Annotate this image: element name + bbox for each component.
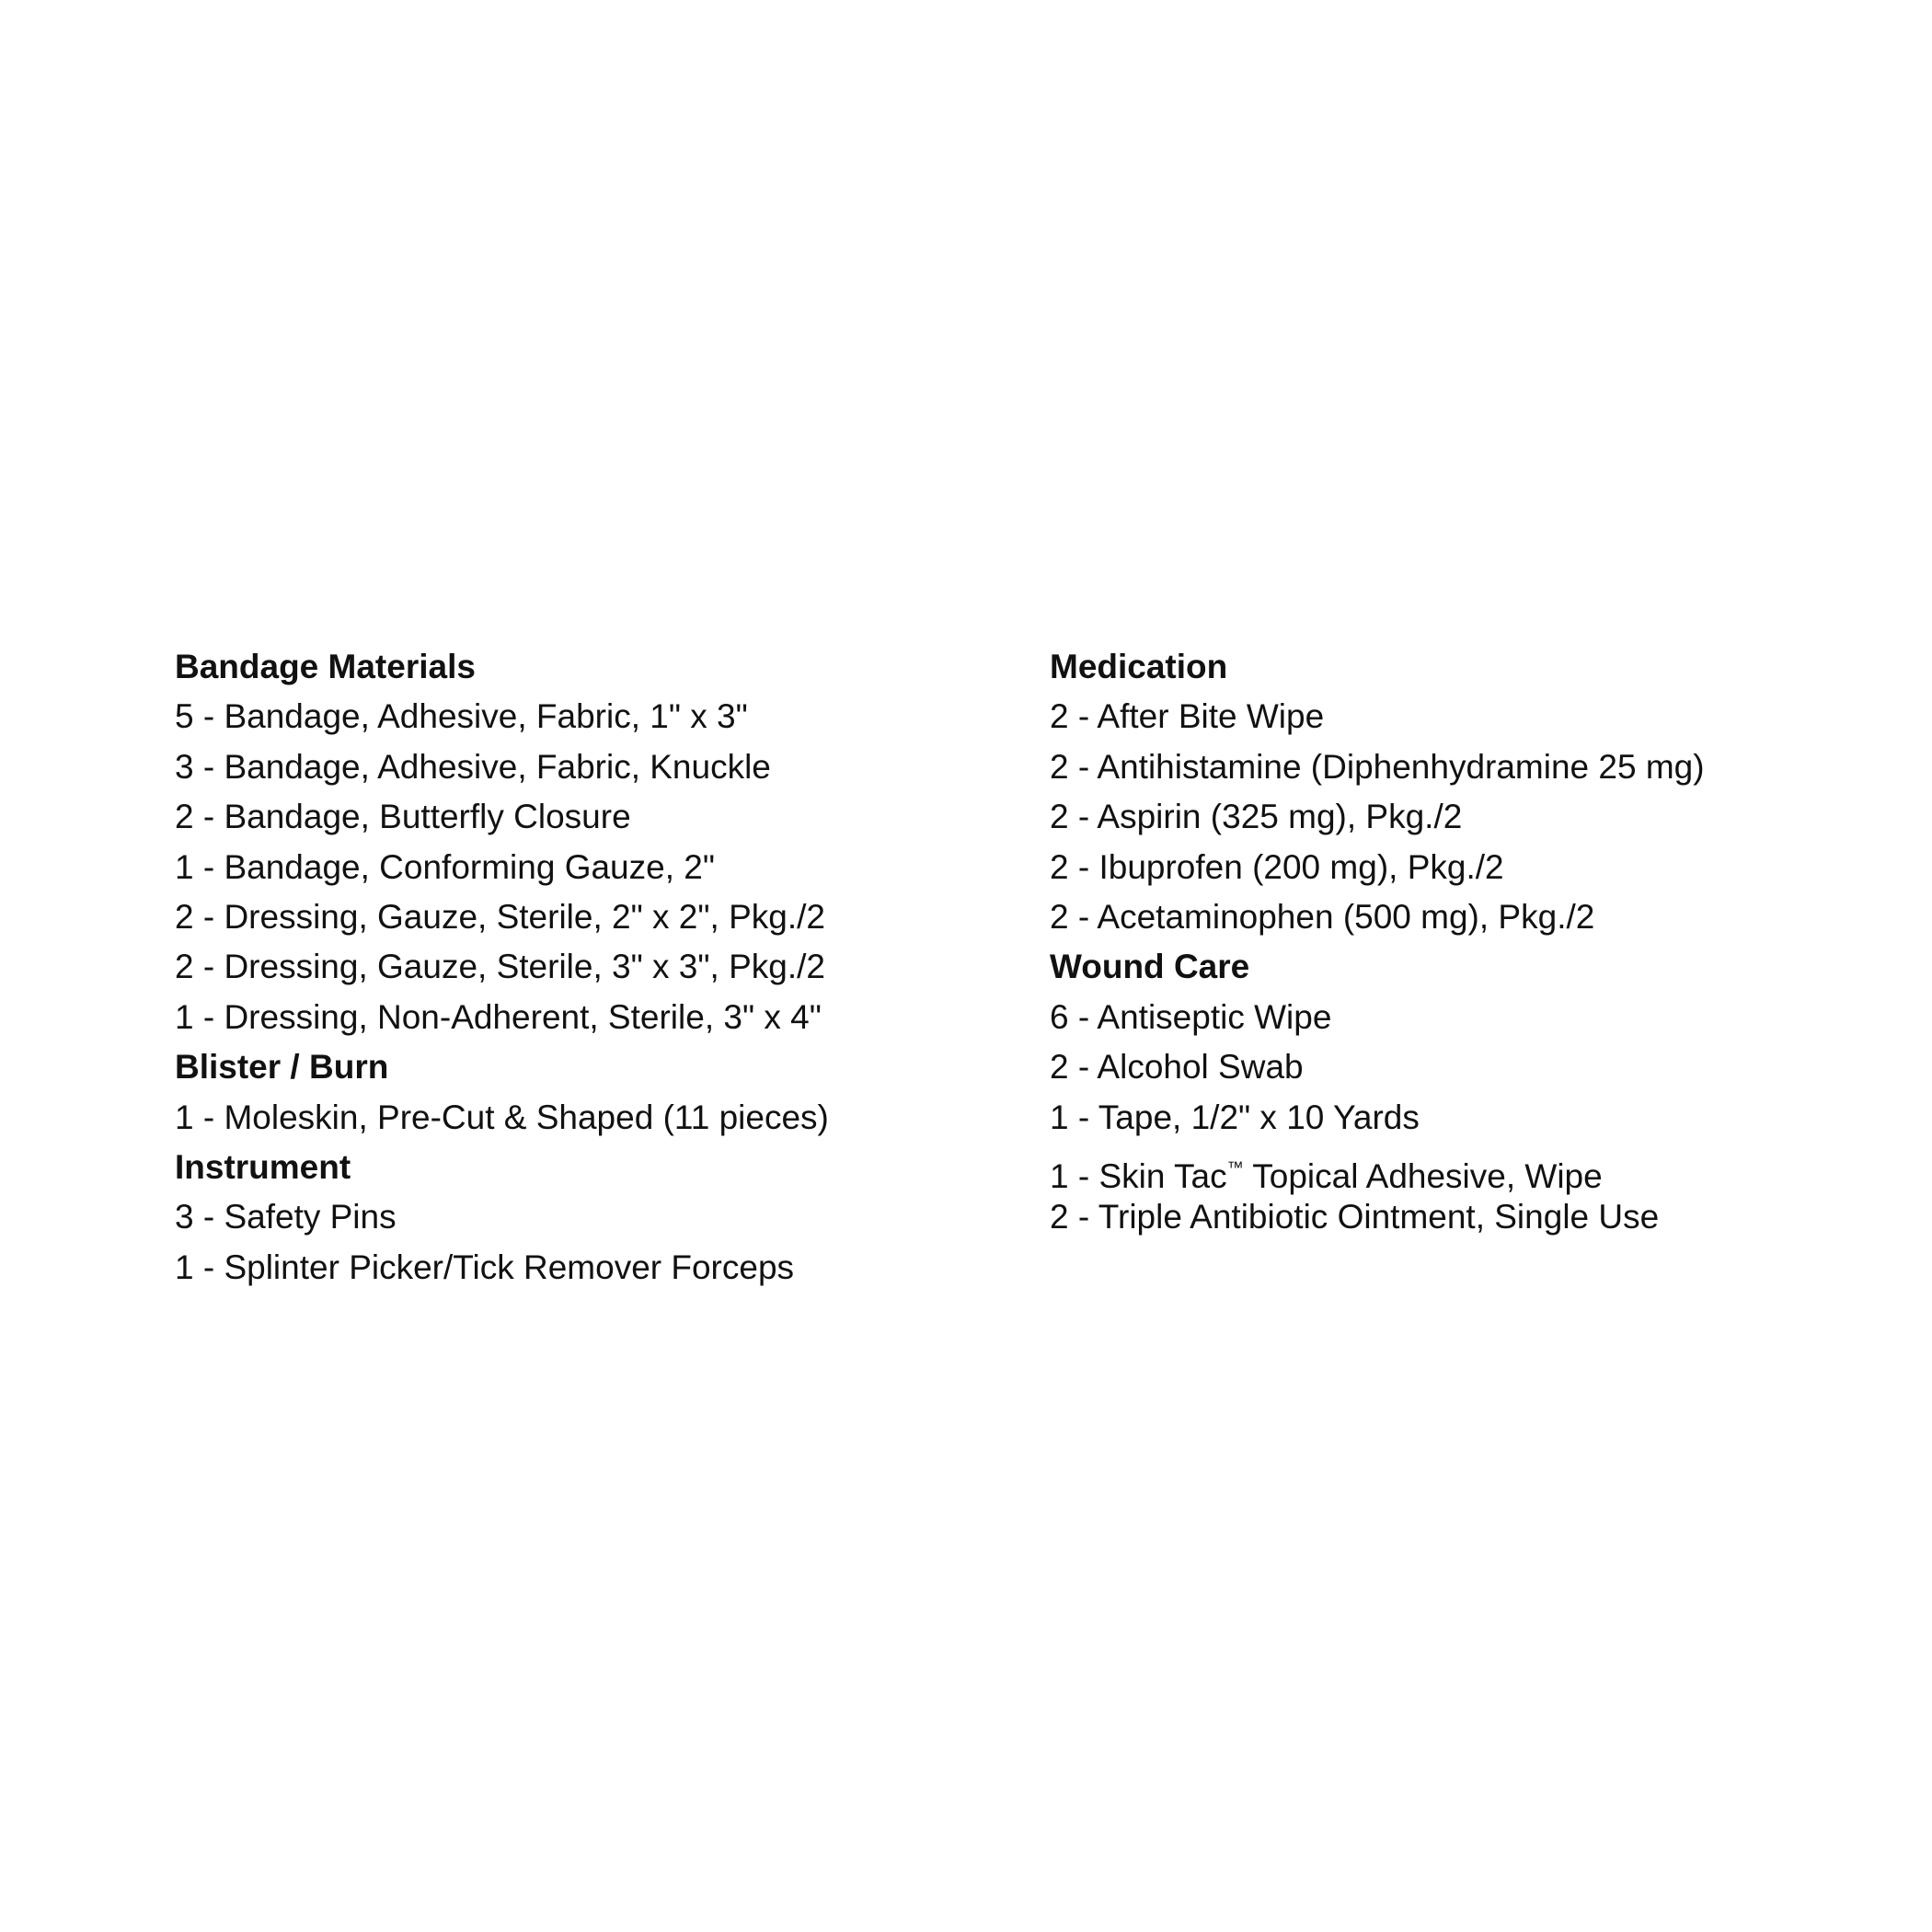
right-column <box>1050 642 1878 1243</box>
list-item: 3 - Bandage, Adhesive, Fabric, Knuckle <box>175 747 771 786</box>
item-text: 1 - Skin Tac <box>1050 1156 1227 1195</box>
list-item: 1 - Bandage, Conforming Gauze, 2" <box>175 847 715 886</box>
list-item: 2 - Antihistamine (Diphenhydramine 25 mg) <box>1050 747 1705 786</box>
list-item: 2 - Dressing, Gauze, Sterile, 3" x 3", Pkg./2 <box>175 948 825 986</box>
list-item: 3 - Safety Pins <box>175 1198 397 1236</box>
section-heading-blister-burn: Blister / Burn <box>175 1048 389 1087</box>
section-heading-instrument: Instrument <box>175 1147 351 1186</box>
list-item: 2 - Dressing, Gauze, Sterile, 2" x 2", Pkg./2 <box>175 897 825 936</box>
section-heading-bandage-materials: Bandage Materials <box>175 648 476 685</box>
list-item: 2 - Aspirin (325 mg), Pkg./2 <box>1050 798 1463 836</box>
list-item: 1 - Moleskin, Pre-Cut & Shaped (11 pieces) <box>175 1098 829 1136</box>
list-item: 5 - Bandage, Adhesive, Fabric, 1" x 3" <box>175 697 748 736</box>
section-heading-medication: Medication <box>1050 648 1228 685</box>
list-item: 2 - Bandage, Butterfly Closure <box>175 798 631 836</box>
list-item: 6 - Antiseptic Wipe <box>1050 997 1332 1036</box>
trademark-symbol: ™ <box>1226 1157 1244 1177</box>
list-item: 2 - Ibuprofen (200 mg), Pkg./2 <box>1050 847 1504 886</box>
list-item: 2 - Alcohol Swab <box>1050 1048 1304 1087</box>
section-heading-wound-care: Wound Care <box>1050 948 1250 986</box>
list-item-skin-tac <box>1050 1143 1878 1195</box>
list-item: 1 - Tape, 1/2" x 10 Yards <box>1050 1098 1420 1136</box>
list-item: 1 - Splinter Picker/Tick Remover Forceps <box>175 1248 795 1286</box>
left-column <box>175 642 1003 1293</box>
list-item: 2 - Triple Antibiotic Ointment, Single Use <box>1050 1198 1660 1236</box>
list-item: 1 - Dressing, Non-Adherent, Sterile, 3" x 4" <box>175 997 822 1036</box>
item-text: Topical Adhesive, Wipe <box>1243 1156 1603 1195</box>
list-item: 2 - After Bite Wipe <box>1050 697 1325 736</box>
list-item: 2 - Acetaminophen (500 mg), Pkg./2 <box>1050 897 1595 936</box>
